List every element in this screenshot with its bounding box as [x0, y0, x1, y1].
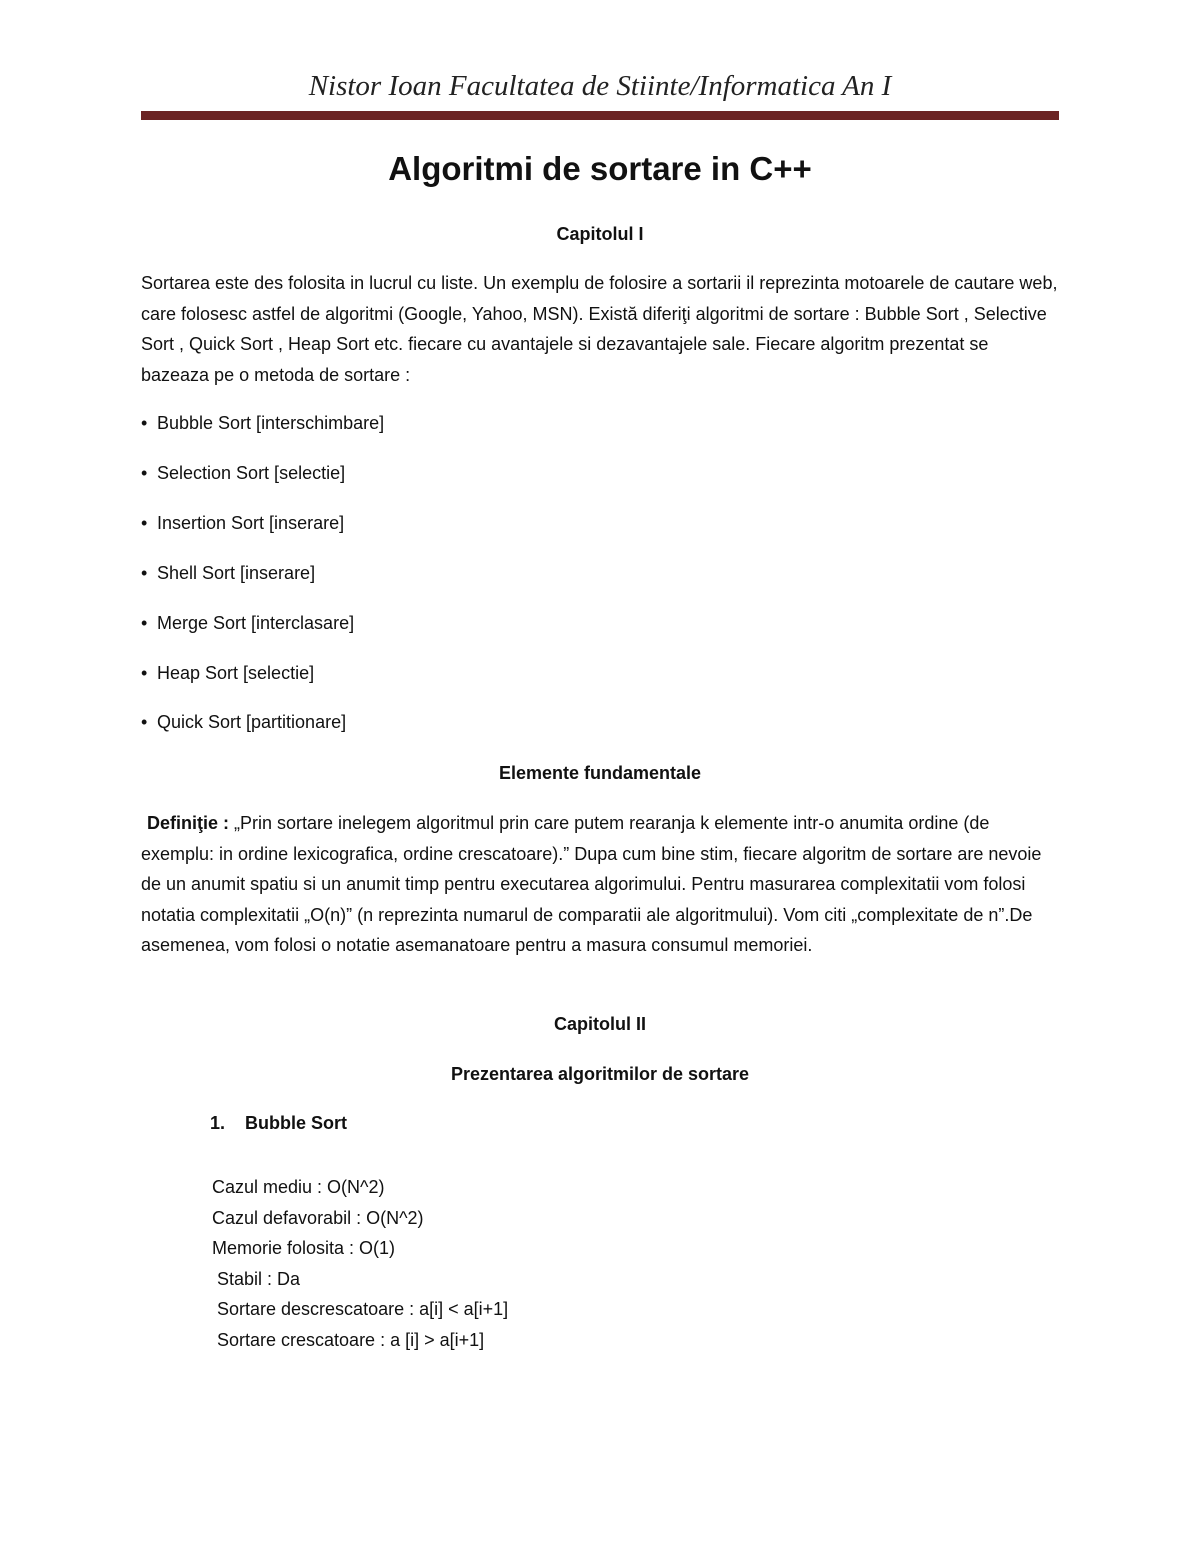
list-item-text: Merge Sort [interclasare] [157, 613, 355, 633]
chapter-2-heading: Capitolul II [554, 1014, 646, 1034]
property-line: Memorie folosita : O(1) [212, 1238, 396, 1258]
property-line: Cazul defavorabil : O(N^2) [212, 1207, 424, 1228]
document-title: Algoritmi de sortare in C++ [388, 150, 812, 187]
definition-label: Definiţie : [147, 813, 230, 833]
property-line: Stabil : Da [217, 1268, 301, 1289]
list-item-text: Shell Sort [inserare] [157, 563, 316, 583]
definition-text: „Prin sortare inelegem algoritmul prin care putem rearanja k elemente intr-o anumita ordine (de exemplu: in ordine lexicografica, ordine crescatoare).” Dupa cum bine stim, fiecare algoritm de sortare are nevoie de un anumit spatiu si un anumit timp pentru executarea algorimului. Pentru masurarea complexitatii vom folosi notatia complexitatii „O(n)” (n reprezinta numarul de comparatii ale algoritmului). Vom citi „complexitate de n”.De asemenea, vom folosi o notatie asemanatoare pentru a masura consumul memoriei. [141, 813, 1042, 955]
chapter-2-subheading: Prezentarea algoritmilor de sortare [450, 1064, 750, 1084]
definition-paragraph [141, 808, 1059, 961]
algorithm-number: 1. [210, 1113, 226, 1133]
chapter-1-heading: Capitolul I [556, 224, 644, 244]
list-item [141, 563, 315, 584]
list-item [141, 613, 354, 634]
list-item [141, 413, 384, 434]
bullet-icon: • [141, 563, 148, 583]
algorithm-title: Bubble Sort [245, 1113, 347, 1133]
list-item-text: Heap Sort [selectie] [157, 663, 315, 683]
bullet-icon: • [141, 663, 148, 683]
property-line: Sortare crescatoare : a [i] > a[i+1] [217, 1329, 485, 1350]
bullet-icon: • [141, 613, 148, 633]
algorithm-heading [210, 1113, 347, 1134]
bullet-icon: • [141, 413, 148, 433]
bullet-icon: • [141, 712, 148, 732]
fundamentals-heading: Elemente fundamentale [498, 763, 702, 783]
list-item [141, 463, 345, 484]
list-item [141, 663, 314, 684]
header-rule [141, 111, 1059, 120]
property-line: Cazul mediu : O(N^2) [212, 1177, 385, 1197]
list-item-text: Selection Sort [selectie] [157, 463, 346, 483]
bullet-icon: • [141, 513, 148, 533]
intro-paragraph: Sortarea este des folosita in lucrul cu liste. Un exemplu de folosire a sortarii il reprezinta motoarele de cautare web, care folosesc astfel de algoritmi (Google, Yahoo, MSN). Există diferiţi algoritmi de sortare : Bubble Sort , Selective Sort , Quick Sort , Heap Sort etc. fiecare cu avantajele si dezavantajele sale. Fiecare algoritm prezentat se bazeaza pe o metoda de sortare : [141, 273, 1058, 385]
list-item-text: Insertion Sort [inserare] [157, 513, 345, 533]
bullet-icon: • [141, 463, 148, 483]
list-item-text: Bubble Sort [interschimbare] [157, 413, 385, 433]
algorithm-properties [212, 1172, 508, 1355]
list-item-text: Quick Sort [partitionare] [157, 712, 347, 732]
list-item [141, 712, 346, 733]
list-item [141, 513, 344, 534]
page-header: Nistor Ioan Facultatea de Stiinte/Informatica An I [308, 70, 892, 102]
property-line: Sortare descrescatoare : a[i] < a[i+1] [217, 1299, 509, 1319]
